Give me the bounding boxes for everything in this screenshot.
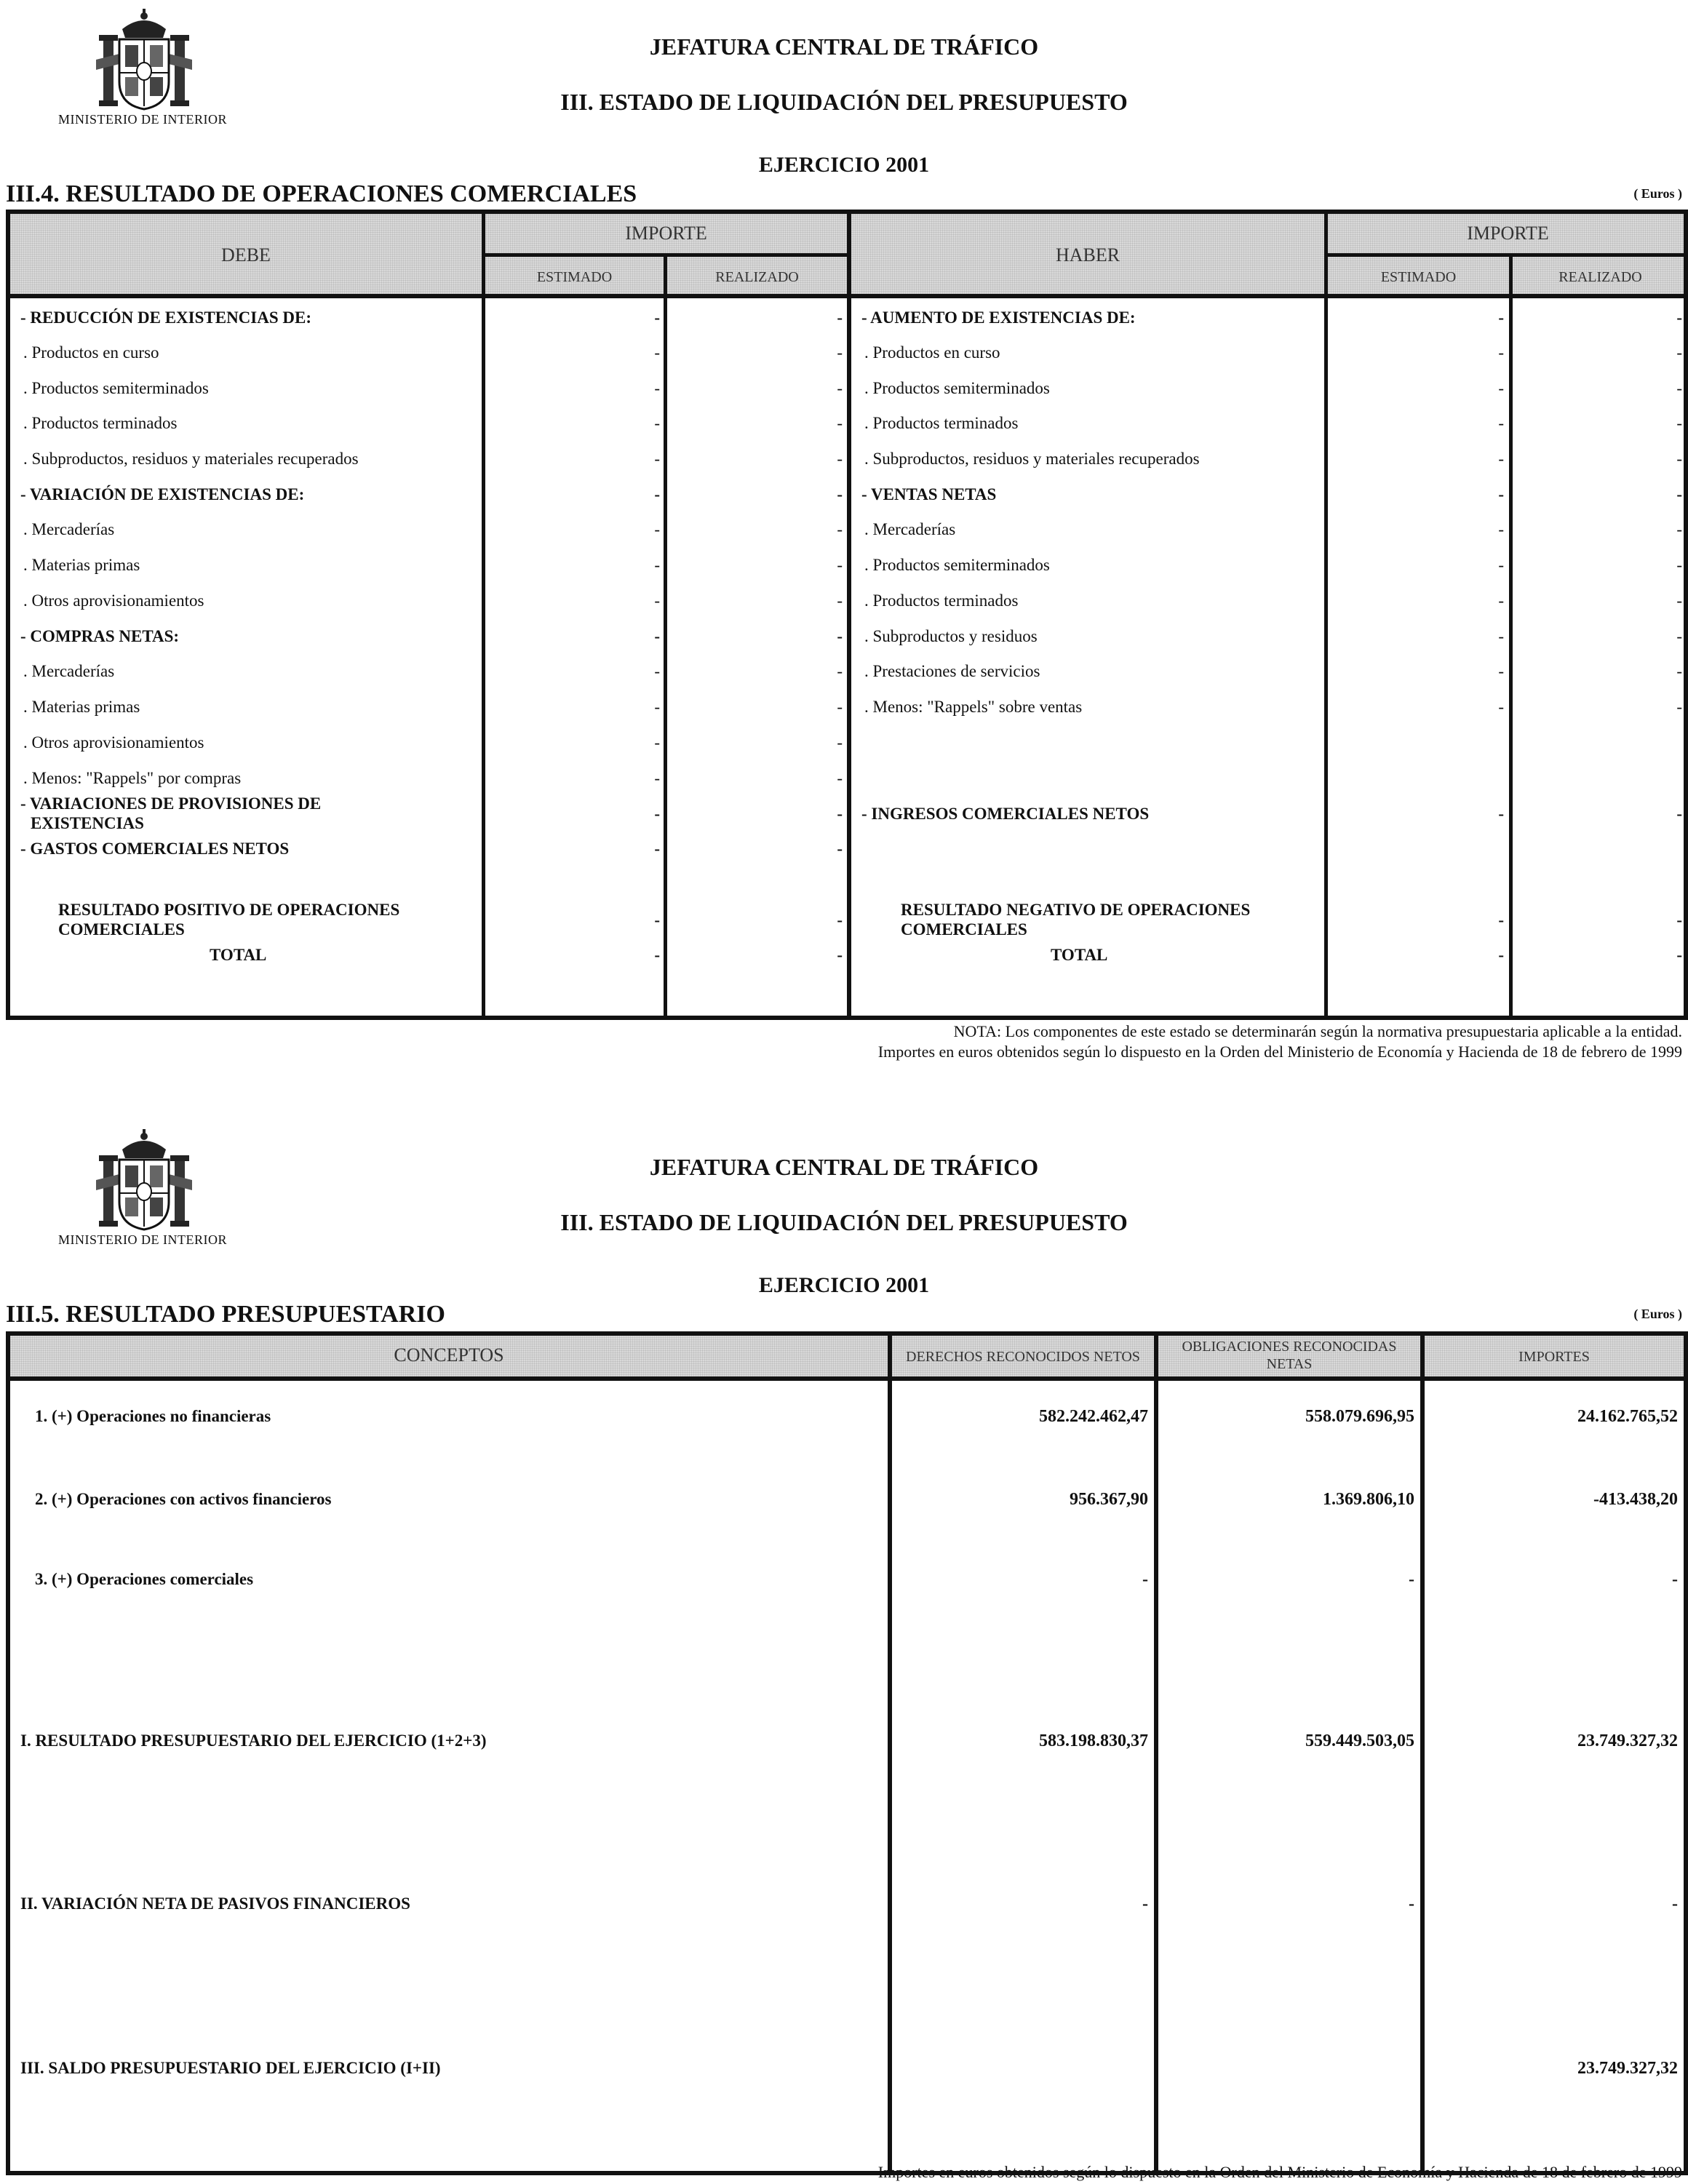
debe-row-label: - VARIACIONES DE PROVISIONES DE xyxy=(20,794,322,813)
row-obligaciones: 558.079.696,95 xyxy=(1305,1407,1414,1426)
row-derechos: 583.198.830,37 xyxy=(1039,1731,1148,1750)
col-estimado-debe: ESTIMADO xyxy=(536,269,613,285)
haber-realizado: - xyxy=(1676,308,1682,327)
statement-title: III. ESTADO DE LIQUIDACIÓN DEL PRESUPUESTO xyxy=(560,1209,1128,1235)
debe-realizado: - xyxy=(837,627,843,645)
col-haber: HABER xyxy=(1055,244,1120,266)
row-obligaciones: - xyxy=(1409,1894,1414,1913)
row-obligaciones: 559.449.503,05 xyxy=(1305,1731,1414,1750)
row-obligaciones: - xyxy=(1409,1570,1414,1589)
org-title: JEFATURA CENTRAL DE TRÁFICO xyxy=(649,1154,1039,1180)
haber-realizado: - xyxy=(1676,805,1682,823)
row-importes: 24.162.765,52 xyxy=(1577,1407,1678,1426)
haber-realizado: - xyxy=(1676,450,1682,468)
debe-realizado: - xyxy=(837,520,843,538)
haber-row-label: . Prestaciones de servicios xyxy=(864,662,1040,680)
debe-realizado: - xyxy=(837,769,843,787)
ministry-name: MINISTERIO DE INTERIOR xyxy=(58,112,227,127)
table-row-label: 3. (+) Operaciones comerciales xyxy=(35,1570,254,1588)
result-negative-realizado: - xyxy=(1676,911,1682,929)
haber-estimado: - xyxy=(1498,662,1504,680)
haber-realizado: - xyxy=(1676,662,1682,680)
debe-row-label: EXISTENCIAS xyxy=(31,814,144,832)
col-conceptos: CONCEPTOS xyxy=(394,1344,504,1366)
row-importes: 23.749.327,32 xyxy=(1577,2059,1678,2078)
haber-row-label: . Productos semiterminados xyxy=(864,556,1050,574)
row-derechos: 956.367,90 xyxy=(1070,1490,1148,1509)
haber-estimado: - xyxy=(1498,485,1504,503)
haber-estimado: - xyxy=(1498,520,1504,538)
haber-row-label: . Menos: "Rappels" sobre ventas xyxy=(864,698,1083,716)
debe-realizado: - xyxy=(837,343,843,362)
debe-row-label: . Otros aprovisionamientos xyxy=(23,591,204,610)
result-negative-label-2: COMERCIALES xyxy=(901,920,1027,938)
debe-estimado: - xyxy=(654,662,660,680)
debe-realizado: - xyxy=(837,591,843,610)
debe-realizado: - xyxy=(837,662,843,680)
debe-row-label: . Materias primas xyxy=(23,698,140,716)
col-obligaciones-2: NETAS xyxy=(1266,1356,1313,1372)
debe-row-label: . Mercaderías xyxy=(23,520,115,538)
debe-realizado: - xyxy=(837,414,843,432)
haber-row-label: . Productos en curso xyxy=(864,343,1000,362)
table-row-label: I. RESULTADO PRESUPUESTARIO DEL EJERCICIO (1+2+3) xyxy=(20,1731,487,1750)
debe-row-label: . Productos en curso xyxy=(23,343,159,362)
debe-row-label: - COMPRAS NETAS: xyxy=(20,627,180,645)
debe-estimado: - xyxy=(654,450,660,468)
year-title: EJERCICIO 2001 xyxy=(758,153,930,177)
table-row-label: 2. (+) Operaciones con activos financieros xyxy=(35,1490,332,1508)
total-debe-realizado: - xyxy=(837,946,843,964)
result-positive-label-2: COMERCIALES xyxy=(58,920,185,938)
col-debe: DEBE xyxy=(221,244,271,266)
row-obligaciones: 1.369.806,10 xyxy=(1323,1490,1414,1509)
total-debe-label: TOTAL xyxy=(210,946,267,964)
result-negative-estimado: - xyxy=(1498,911,1504,929)
debe-realizado: - xyxy=(837,308,843,327)
col-realizado-debe: REALIZADO xyxy=(715,269,799,285)
debe-estimado: - xyxy=(654,591,660,610)
col-importe-debe: IMPORTE xyxy=(625,223,707,244)
debe-row-label: . Productos terminados xyxy=(23,414,178,432)
debe-row-label: . Subproductos, residuos y materiales recuperados xyxy=(23,450,359,468)
debe-estimado: - xyxy=(654,805,660,823)
table-row-label: 1. (+) Operaciones no financieras xyxy=(35,1407,271,1425)
debe-estimado: - xyxy=(654,343,660,362)
debe-row-label: - VARIACIÓN DE EXISTENCIAS DE: xyxy=(20,485,305,503)
unit-label: ( Euros ) xyxy=(1633,1307,1682,1321)
row-importes: 23.749.327,32 xyxy=(1577,1731,1678,1750)
haber-estimado: - xyxy=(1498,450,1504,468)
debe-estimado: - xyxy=(654,556,660,574)
debe-realizado: - xyxy=(837,556,843,574)
debe-estimado: - xyxy=(654,627,660,645)
debe-row-label: . Materias primas xyxy=(23,556,140,574)
debe-estimado: - xyxy=(654,520,660,538)
haber-estimado: - xyxy=(1498,414,1504,432)
debe-realizado: - xyxy=(837,733,843,752)
result-positive-estimado: - xyxy=(654,911,660,929)
debe-row-label: - REDUCCIÓN DE EXISTENCIAS DE: xyxy=(20,308,312,327)
row-derechos: 582.242.462,47 xyxy=(1039,1407,1148,1426)
row-importes: - xyxy=(1672,1894,1678,1913)
haber-row-label: - AUMENTO DE EXISTENCIAS DE: xyxy=(861,308,1136,327)
col-realizado-haber: REALIZADO xyxy=(1558,269,1642,285)
haber-estimado: - xyxy=(1498,591,1504,610)
debe-estimado: - xyxy=(654,840,660,858)
total-debe-estimado: - xyxy=(654,946,660,964)
haber-row-label: . Mercaderías xyxy=(864,520,956,538)
debe-row-label: . Otros aprovisionamientos xyxy=(23,733,204,752)
row-importes: - xyxy=(1672,1570,1678,1589)
haber-realizado: - xyxy=(1676,520,1682,538)
haber-row-label: . Productos terminados xyxy=(864,591,1019,610)
haber-estimado: - xyxy=(1498,556,1504,574)
row-derechos: - xyxy=(1142,1570,1148,1589)
haber-row-label: - VENTAS NETAS xyxy=(861,485,997,503)
haber-estimado: - xyxy=(1498,627,1504,645)
col-importe-haber: IMPORTE xyxy=(1467,223,1549,244)
haber-realizado: - xyxy=(1676,698,1682,716)
result-positive-realizado: - xyxy=(837,911,843,929)
debe-estimado: - xyxy=(654,414,660,432)
haber-row-label: - INGRESOS COMERCIALES NETOS xyxy=(861,805,1150,823)
haber-estimado: - xyxy=(1498,379,1504,397)
ministry-name: MINISTERIO DE INTERIOR xyxy=(58,1232,227,1247)
haber-estimado: - xyxy=(1498,308,1504,327)
haber-estimado: - xyxy=(1498,698,1504,716)
debe-realizado: - xyxy=(837,805,843,823)
debe-realizado: - xyxy=(837,698,843,716)
debe-realizado: - xyxy=(837,840,843,858)
total-haber-label: TOTAL xyxy=(1051,946,1108,964)
debe-row-label: . Productos semiterminados xyxy=(23,379,209,397)
debe-estimado: - xyxy=(654,733,660,752)
col-estimado-haber: ESTIMADO xyxy=(1380,269,1457,285)
debe-row-label: . Menos: "Rappels" por compras xyxy=(23,769,242,787)
note-line-1: NOTA: Los componentes de este estado se determinarán según la normativa presupuestaria aplicable a la entidad. xyxy=(953,1022,1682,1040)
debe-row-label: - GASTOS COMERCIALES NETOS xyxy=(20,840,290,858)
haber-realizado: - xyxy=(1676,627,1682,645)
haber-realizado: - xyxy=(1676,414,1682,432)
section-title: III.5. RESULTADO PRESUPUESTARIO xyxy=(6,1301,445,1328)
row-importes: -413.438,20 xyxy=(1593,1490,1678,1509)
col-derechos: DERECHOS RECONOCIDOS NETOS xyxy=(906,1349,1140,1365)
org-title: JEFATURA CENTRAL DE TRÁFICO xyxy=(649,33,1039,60)
note-line-2: Importes en euros obtenidos según lo dispuesto en la Orden del Ministerio de Economía y Hacienda de 18 de febrero de 1999 xyxy=(877,1043,1682,1061)
year-title: EJERCICIO 2001 xyxy=(758,1273,930,1297)
debe-estimado: - xyxy=(654,485,660,503)
debe-row-label: . Mercaderías xyxy=(23,662,115,680)
haber-realizado: - xyxy=(1676,556,1682,574)
table-row-label: II. VARIACIÓN NETA DE PASIVOS FINANCIEROS xyxy=(20,1894,410,1913)
result-negative-label: RESULTADO NEGATIVO DE OPERACIONES xyxy=(901,901,1251,919)
note-line: Importes en euros obtenidos según lo dispuesto en la Orden del Ministerio de Economía y Hacienda de 18 de febrero de 1999 xyxy=(877,2163,1682,2181)
debe-estimado: - xyxy=(654,379,660,397)
table-row-label: III. SALDO PRESUPUESTARIO DEL EJERCICIO (I+II) xyxy=(20,2059,441,2077)
debe-realizado: - xyxy=(837,379,843,397)
haber-realizado: - xyxy=(1676,485,1682,503)
total-haber-estimado: - xyxy=(1498,946,1504,964)
debe-realizado: - xyxy=(837,450,843,468)
haber-realizado: - xyxy=(1676,591,1682,610)
col-obligaciones: OBLIGACIONES RECONOCIDAS xyxy=(1182,1339,1397,1355)
haber-row-label: . Subproductos, residuos y materiales recuperados xyxy=(864,450,1200,468)
haber-row-label: . Subproductos y residuos xyxy=(864,627,1038,645)
row-derechos: - xyxy=(1142,1894,1148,1913)
haber-realizado: - xyxy=(1676,379,1682,397)
unit-label: ( Euros ) xyxy=(1633,186,1682,201)
total-haber-realizado: - xyxy=(1676,946,1682,964)
haber-estimado: - xyxy=(1498,805,1504,823)
debe-estimado: - xyxy=(654,308,660,327)
haber-estimado: - xyxy=(1498,343,1504,362)
presupuesto-table xyxy=(6,1331,1688,2175)
col-importes: IMPORTES xyxy=(1518,1349,1590,1365)
haber-realizado: - xyxy=(1676,343,1682,362)
debe-estimado: - xyxy=(654,769,660,787)
debe-estimado: - xyxy=(654,698,660,716)
haber-row-label: . Productos semiterminados xyxy=(864,379,1050,397)
statement-title: III. ESTADO DE LIQUIDACIÓN DEL PRESUPUESTO xyxy=(560,89,1128,115)
result-positive-label: RESULTADO POSITIVO DE OPERACIONES xyxy=(58,901,400,919)
debe-realizado: - xyxy=(837,485,843,503)
haber-row-label: . Productos terminados xyxy=(864,414,1019,432)
section-title: III.4. RESULTADO DE OPERACIONES COMERCIALES xyxy=(6,180,637,207)
